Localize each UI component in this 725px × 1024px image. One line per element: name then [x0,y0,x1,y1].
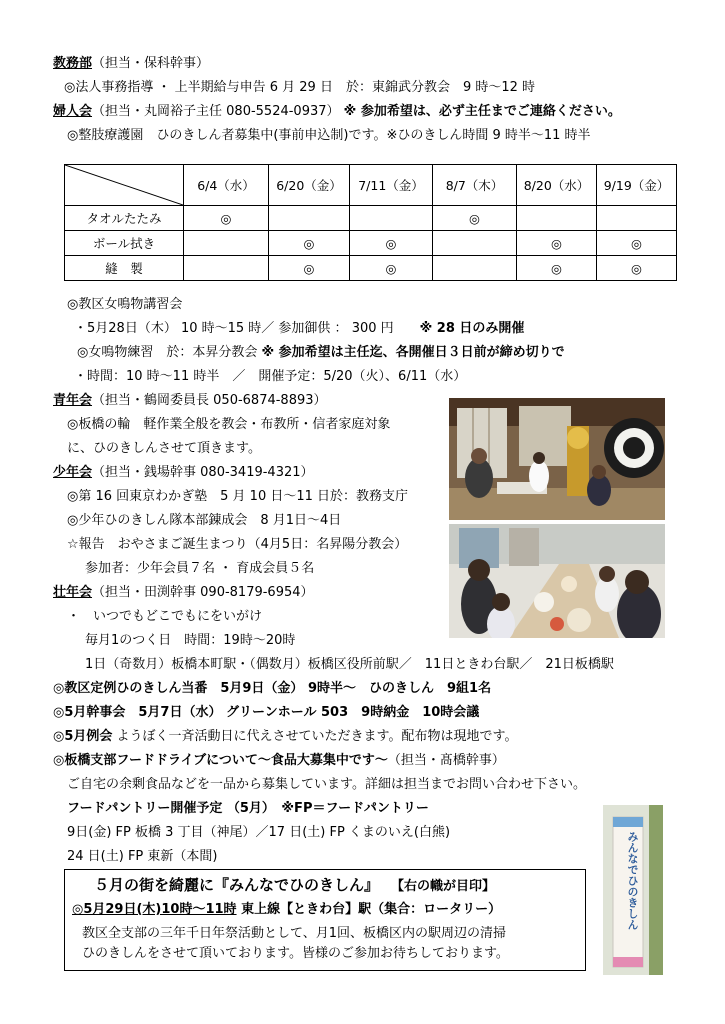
mark-cell: ◎ [269,231,350,256]
fujin-line1: ◎整肢療護園 ひのきしん者募集中(事前申込制)です。※ひのきしん時間 9 時半～11 時半 [67,128,591,143]
cleanup-body2: ひのきしんをさせて頂いております。皆様のご参加お待ちしております。 [82,946,509,961]
kyomu-title: 教務部 [53,56,93,71]
narimono-title: ◎教区女鳴物講習会 [67,297,183,312]
photo-meal-image [449,524,665,638]
sonen-section-header [53,585,314,601]
food-title: ◎板橋支部フードドライブについて～食品大募集中です～ [53,753,388,768]
mark-cell [597,206,677,231]
food-line [53,753,505,769]
seinen-rep: （担当・鶴岡委員長 050-6874-8893） [92,393,327,408]
mark-cell [350,206,433,231]
mark-cell: ◎ [184,206,269,231]
sonen-rep: （担当・田渕幹事 090-8179-6954） [92,585,314,600]
mark-cell [517,206,597,231]
row-label-sewing: 縫 製 [65,256,184,281]
mark-cell: ◎ [517,231,597,256]
narimono-line1-note: ※ 28 日のみ開催 [419,321,525,336]
shonen-title: 少年会 [53,465,93,480]
seinen-title: 青年会 [53,393,93,408]
sonen-line1: ・ いつでもどこでもにをいがけ [67,609,263,624]
date-header-3: 7/11（金） [350,165,433,206]
mark-cell [184,256,269,281]
table-row [65,231,677,256]
mark-cell [184,231,269,256]
row-label-towel: タオルたたみ [65,206,184,231]
shonen-rep: （担当・銭場幹事 080-3419-4321） [92,465,314,480]
narimono-line2-text: ◎女鳴物練習 於：本昇分教会 [77,345,258,360]
date-header-5: 8/20（水） [517,165,597,206]
hinokishin-banner [603,805,663,975]
narimono-line2 [77,345,565,361]
sonen-line2: 毎月1のつく日 時間：19時～20時 [85,633,296,648]
seinen-line2: に、ひのきしんさせて頂きます。 [67,441,261,456]
food-line1: ご自宅の余剰食品などを一品から募集しています。詳細は担当までお問い合わせ下さい。 [67,777,586,792]
toban-line: ◎教区定例ひのきしん当番 5月9日（金） 9時半～ ひのきしん 9組1名 [53,681,492,696]
mark-cell [269,206,350,231]
cleanup-title: ５月の街を綺麗に『みんなでひのきしん』 [94,876,380,894]
photo-temple-hinokishin [449,398,665,520]
seinen-section-header [53,393,327,409]
shonen-line2: ◎少年ひのきしん隊本部錬成会 8 月1日～4日 [67,513,342,528]
mark-cell: ◎ [597,231,677,256]
mark-cell [433,231,517,256]
fujin-rep: （担当・丸岡裕子主任 080-5524-0937） [92,104,340,119]
pantry-title: フードパントリー開催予定 （5月） ※FP＝フードパントリー [67,801,429,816]
kanji-line: ◎5月幹事会 5月7日（水） グリーンホール 503 9時納金 10時会議 [53,705,480,720]
table-row [65,256,677,281]
kyomu-rep: （担当・保科幹事） [92,56,210,71]
seishi-schedule-table [64,164,677,281]
table-corner-cell [65,165,184,206]
cleanup-date-line [72,902,501,918]
fujin-title: 婦人会 [53,104,93,119]
date-header-2: 6/20（金） [269,165,350,206]
photo-temple-image [449,398,665,520]
kyomu-section-header [53,56,209,72]
reikai-text: ようぼく一斉活動日に代えさせていただきます。配布物は現地です。 [116,729,518,744]
cleanup-title-note: 【右の幟が目印】 [391,879,496,894]
fujin-note: ※ 参加希望は、必ず主任までご連絡ください。 [343,104,621,119]
cleanup-title-line [94,876,495,896]
cleanup-date: ◎5月29日(木)10時～11時 [72,902,237,917]
food-rep: （担当・髙橋幹事） [387,753,505,768]
mark-cell: ◎ [350,256,433,281]
kyomu-line1: ◎法人事務指導 ・ 上半期給与申告 6 月 29 日 於：東錦武分教会 9 時～12 時 [64,80,536,95]
mark-cell: ◎ [269,256,350,281]
reikai-line [53,729,517,745]
banner-text: みんなでひのきしん [626,831,639,930]
table-header-row [65,165,677,206]
narimono-line1-text: ・5月28日（木） 10 時～15 時／ 参加御供 ： 300 円 [74,321,394,336]
mark-cell: ◎ [433,206,517,231]
photo-meal-gathering [449,524,665,638]
narimono-line1 [74,321,524,337]
fujin-section-header [53,104,621,120]
date-header-4: 8/7（木） [433,165,517,206]
narimono-line3: ・時間：10 時～11 時半 ／ 開催予定：5/20（火）、6/11（水） [74,369,467,384]
row-label-ball: ボール拭き [65,231,184,256]
shonen-line1: ◎第 16 回東京わかぎ塾 5 月 10 日～11 日於：教務支庁 [67,489,409,504]
pantry-line1: 9日(金) FP 板橋 3 丁目（神尾）／17 日(土) FP くまのいえ(白熊) [67,825,451,840]
narimono-line2-note: ※ 参加希望は主任迄、各開催日３日前が締め切りで [261,345,565,360]
shonen-line4: 参加者：少年会員７名 ・ 育成会員５名 [85,561,315,576]
reikai-title: ◎5月例会 [53,729,113,744]
date-header-1: 6/4（水） [184,165,269,206]
sonen-title: 壮年会 [53,585,93,600]
mark-cell: ◎ [350,231,433,256]
cleanup-body1: 教区全支部の三年千日年祭活動として、月1回、板橋区内の駅周辺の清掃 [82,926,507,941]
table-row [65,206,677,231]
sonen-line3: 1日（奇数月）板橋本町駅・（偶数月）板橋区役所前駅／ 11日ときわ台駅／ 21日板橋駅 [85,657,614,672]
cleanup-place: 東上線【ときわ台】駅（集合：ロータリー） [241,902,502,917]
date-header-6: 9/19（金） [597,165,677,206]
pantry-line2: 24 日(土) FP 東新（本間) [67,849,218,864]
shonen-line3: ☆報告 おやさまご誕生まつり（4月5日：名昇陽分教会） [67,537,408,552]
mark-cell [433,256,517,281]
diagonal-line [65,165,183,205]
mark-cell: ◎ [597,256,677,281]
seinen-line1: ◎板橋の輪 軽作業全般を教会・布教所・信者家庭対象 [67,417,391,432]
mark-cell: ◎ [517,256,597,281]
shonen-section-header [53,465,314,481]
